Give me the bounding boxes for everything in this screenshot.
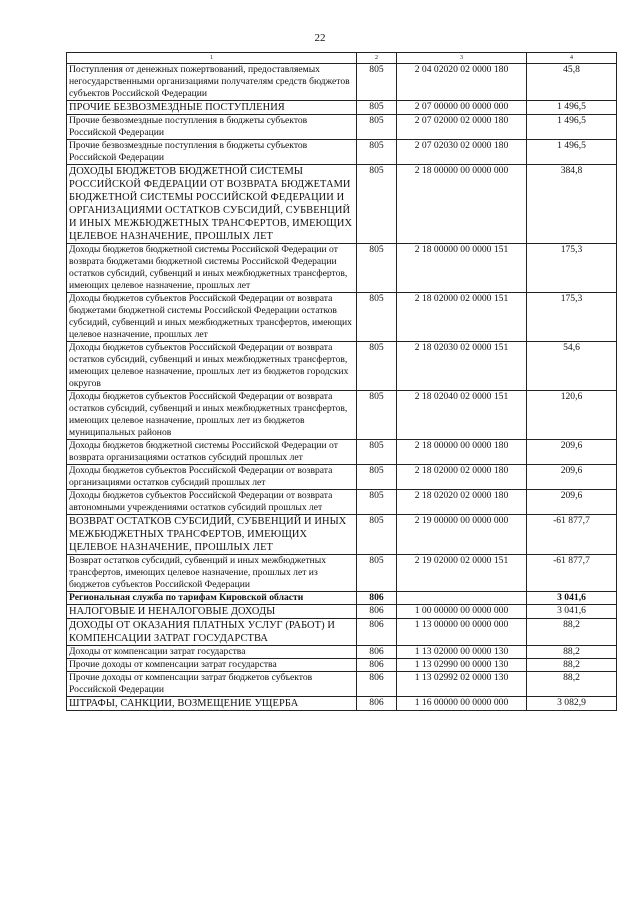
row-name-cell: Доходы бюджетов субъектов Российской Федерации от возврата автономными учреждениями остатков субсидий прошлых лет <box>67 490 357 515</box>
row-code-cell: 805 <box>357 342 397 391</box>
row-amount-cell: 175,3 <box>527 293 617 342</box>
row-name-cell: ДОХОДЫ БЮДЖЕТОВ БЮДЖЕТНОЙ СИСТЕМЫ РОССИЙСКОЙ ФЕДЕРАЦИИ ОТ ВОЗВРАТА БЮДЖЕТАМИ БЮДЖЕТНОЙ СИСТЕМЫ РОССИЙСКОЙ ФЕДЕРАЦИИ И ОРГАНИЗАЦИЯМИ ОСТАТКОВ СУБСИДИЙ, СУБВЕНЦИЙ И ИНЫХ МЕЖБЮДЖЕТНЫХ ТРАНСФЕРТОВ, ИМЕЮЩИХ ЦЕЛЕВОЕ НАЗНАЧЕНИЕ, ПРОШЛЫХ ЛЕТ <box>67 165 357 244</box>
table-row <box>67 101 617 115</box>
row-name-cell: Региональная служба по тарифам Кировской области <box>67 592 357 605</box>
row-kbk-cell: 1 13 02000 00 0000 130 <box>397 646 527 659</box>
row-code-cell: 805 <box>357 293 397 342</box>
row-amount-cell: 45,8 <box>527 64 617 101</box>
table-row <box>67 605 617 619</box>
row-kbk-cell: 1 13 02992 02 0000 130 <box>397 672 527 697</box>
column-header-3: 3 <box>397 53 527 64</box>
row-name-cell: Прочие безвозмездные поступления в бюджеты субъектов Российской Федерации <box>67 140 357 165</box>
row-code-cell: 805 <box>357 465 397 490</box>
budget-revenue-table <box>66 52 617 711</box>
table-row <box>67 619 617 646</box>
row-name-cell: ДОХОДЫ ОТ ОКАЗАНИЯ ПЛАТНЫХ УСЛУГ (РАБОТ) И КОМПЕНСАЦИИ ЗАТРАТ ГОСУДАРСТВА <box>67 619 357 646</box>
row-code-cell: 805 <box>357 515 397 555</box>
row-name-cell: Доходы бюджетов бюджетной системы Российской Федерации от возврата организациями остатков субсидий прошлых лет <box>67 440 357 465</box>
table-row <box>67 440 617 465</box>
row-code-cell: 806 <box>357 619 397 646</box>
row-amount-cell: 209,6 <box>527 440 617 465</box>
row-amount-cell: 88,2 <box>527 619 617 646</box>
row-name-cell: Доходы бюджетов субъектов Российской Федерации от возврата остатков субсидий, субвенций и иных межбюджетных трансфертов, имеющих целевое назначение, прошлых лет из бюджетов муниципальных районов <box>67 391 357 440</box>
row-amount-cell: 88,2 <box>527 646 617 659</box>
row-amount-cell: 384,8 <box>527 165 617 244</box>
row-code-cell: 805 <box>357 140 397 165</box>
row-name-cell: ВОЗВРАТ ОСТАТКОВ СУБСИДИЙ, СУБВЕНЦИЙ И ИНЫХ МЕЖБЮДЖЕТНЫХ ТРАНСФЕРТОВ, ИМЕЮЩИХ ЦЕЛЕВОЕ НАЗНАЧЕНИЕ, ПРОШЛЫХ ЛЕТ <box>67 515 357 555</box>
table-row <box>67 465 617 490</box>
row-kbk-cell <box>397 592 527 605</box>
row-name-cell: Доходы бюджетов субъектов Российской Федерации от возврата остатков субсидий, субвенций и иных межбюджетных трансфертов, имеющих целевое назначение, прошлых лет из бюджетов городских округов <box>67 342 357 391</box>
table-row <box>67 342 617 391</box>
row-amount-cell: 88,2 <box>527 672 617 697</box>
row-kbk-cell: 2 07 00000 00 0000 000 <box>397 101 527 115</box>
row-amount-cell: 1 496,5 <box>527 101 617 115</box>
row-code-cell: 806 <box>357 605 397 619</box>
row-code-cell: 806 <box>357 646 397 659</box>
page-number: 22 <box>314 32 326 44</box>
row-code-cell: 805 <box>357 115 397 140</box>
table-row <box>67 646 617 659</box>
row-kbk-cell: 1 13 02990 00 0000 130 <box>397 659 527 672</box>
row-code-cell: 806 <box>357 697 397 711</box>
table-row <box>67 391 617 440</box>
table-row <box>67 140 617 165</box>
row-kbk-cell: 2 07 02000 02 0000 180 <box>397 115 527 140</box>
row-kbk-cell: 2 18 02020 02 0000 180 <box>397 490 527 515</box>
row-name-cell: ШТРАФЫ, САНКЦИИ, ВОЗМЕЩЕНИЕ УЩЕРБА <box>67 697 357 711</box>
column-header-1: 1 <box>67 53 357 64</box>
row-kbk-cell: 2 04 02020 02 0000 180 <box>397 64 527 101</box>
row-amount-cell: 3 041,6 <box>527 605 617 619</box>
row-name-cell: Прочие доходы от компенсации затрат государства <box>67 659 357 672</box>
row-kbk-cell: 2 19 02000 02 0000 151 <box>397 555 527 592</box>
row-kbk-cell: 2 18 00000 00 0000 180 <box>397 440 527 465</box>
row-amount-cell: 209,6 <box>527 490 617 515</box>
column-header-2: 2 <box>357 53 397 64</box>
table-body <box>67 53 617 711</box>
row-amount-cell: 88,2 <box>527 659 617 672</box>
table-row <box>67 293 617 342</box>
row-kbk-cell: 2 18 00000 00 0000 151 <box>397 244 527 293</box>
row-amount-cell: 209,6 <box>527 465 617 490</box>
table-row <box>67 244 617 293</box>
row-code-cell: 805 <box>357 440 397 465</box>
row-kbk-cell: 2 18 00000 00 0000 000 <box>397 165 527 244</box>
table-row <box>67 672 617 697</box>
row-name-cell: Прочие безвозмездные поступления в бюджеты субъектов Российской Федерации <box>67 115 357 140</box>
row-amount-cell: 54,6 <box>527 342 617 391</box>
table-row <box>67 515 617 555</box>
row-name-cell: Доходы бюджетов субъектов Российской Федерации от возврата бюджетами бюджетной системы Российской Федерации остатков субсидий, субвенций и иных межбюджетных трансфертов, имеющих целевое назначение, прошлых лет <box>67 293 357 342</box>
row-amount-cell: 1 496,5 <box>527 140 617 165</box>
row-code-cell: 805 <box>357 101 397 115</box>
row-name-cell: Доходы бюджетов бюджетной системы Российской Федерации от возврата бюджетами бюджетной системы Российской Федерации остатков субсидий, субвенций и иных межбюджетных трансфертов, имеющих целевое назначение, прошлых лет <box>67 244 357 293</box>
row-kbk-cell: 2 18 02030 02 0000 151 <box>397 342 527 391</box>
row-kbk-cell: 2 19 00000 00 0000 000 <box>397 515 527 555</box>
row-kbk-cell: 2 18 02000 02 0000 151 <box>397 293 527 342</box>
table-row <box>67 555 617 592</box>
table-row <box>67 64 617 101</box>
row-amount-cell: 120,6 <box>527 391 617 440</box>
row-amount-cell: 3 082,9 <box>527 697 617 711</box>
row-amount-cell: 175,3 <box>527 244 617 293</box>
row-kbk-cell: 2 07 02030 02 0000 180 <box>397 140 527 165</box>
table-row <box>67 659 617 672</box>
row-kbk-cell: 2 18 02000 02 0000 180 <box>397 465 527 490</box>
row-kbk-cell: 1 16 00000 00 0000 000 <box>397 697 527 711</box>
table-header-row <box>67 53 617 64</box>
row-code-cell: 806 <box>357 659 397 672</box>
row-name-cell: Прочие доходы от компенсации затрат бюджетов субъектов Российской Федерации <box>67 672 357 697</box>
row-amount-cell: 3 041,6 <box>527 592 617 605</box>
row-kbk-cell: 1 00 00000 00 0000 000 <box>397 605 527 619</box>
table-row <box>67 697 617 711</box>
row-code-cell: 805 <box>357 165 397 244</box>
row-kbk-cell: 1 13 00000 00 0000 000 <box>397 619 527 646</box>
row-code-cell: 805 <box>357 490 397 515</box>
table-row <box>67 115 617 140</box>
row-name-cell: ПРОЧИЕ БЕЗВОЗМЕЗДНЫЕ ПОСТУПЛЕНИЯ <box>67 101 357 115</box>
row-name-cell: Доходы от компенсации затрат государства <box>67 646 357 659</box>
row-code-cell: 805 <box>357 555 397 592</box>
row-code-cell: 806 <box>357 672 397 697</box>
row-name-cell: НАЛОГОВЫЕ И НЕНАЛОГОВЫЕ ДОХОДЫ <box>67 605 357 619</box>
row-code-cell: 806 <box>357 592 397 605</box>
row-kbk-cell: 2 18 02040 02 0000 151 <box>397 391 527 440</box>
table-row <box>67 165 617 244</box>
row-amount-cell: 1 496,5 <box>527 115 617 140</box>
row-amount-cell: -61 877,7 <box>527 515 617 555</box>
row-code-cell: 805 <box>357 64 397 101</box>
row-name-cell: Возврат остатков субсидий, субвенций и иных межбюджетных трансфертов, имеющих целевое назначение, прошлых лет из бюджетов субъектов Российской Федерации <box>67 555 357 592</box>
table-row <box>67 490 617 515</box>
row-name-cell: Доходы бюджетов субъектов Российской Федерации от возврата организациями остатков субсидий прошлых лет <box>67 465 357 490</box>
column-header-4: 4 <box>527 53 617 64</box>
row-name-cell: Поступления от денежных пожертвований, предоставляемых негосударственными организациями получателям средств бюджетов субъектов Российской Федерации <box>67 64 357 101</box>
row-code-cell: 805 <box>357 244 397 293</box>
row-amount-cell: -61 877,7 <box>527 555 617 592</box>
table-row <box>67 592 617 605</box>
row-code-cell: 805 <box>357 391 397 440</box>
